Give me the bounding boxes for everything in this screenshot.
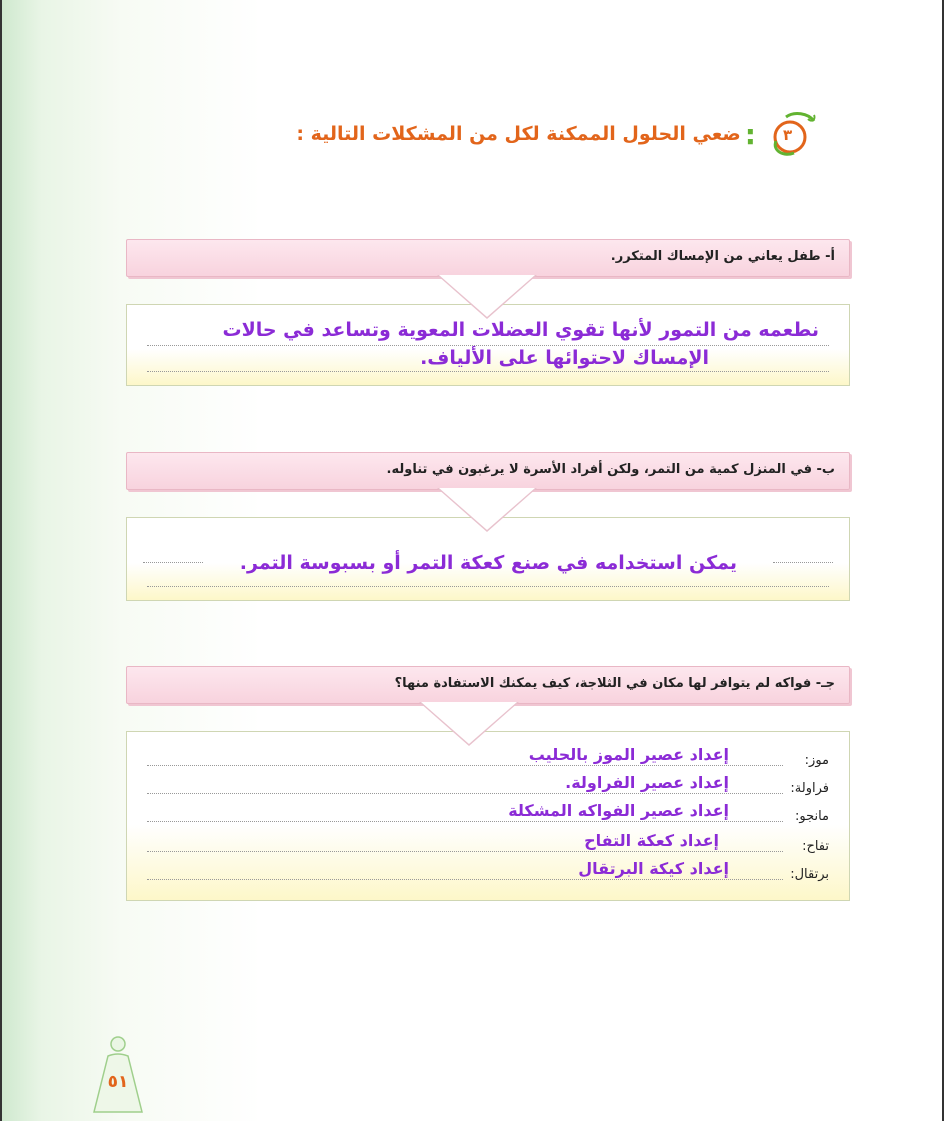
- fruit-label: مانجو:: [794, 809, 829, 824]
- fruit-answer[interactable]: إعداد عصير الفراولة.: [565, 773, 729, 792]
- question-title: [296, 108, 818, 160]
- fruit-label: فراولة:: [790, 781, 829, 796]
- problem-b-bar: [126, 452, 850, 490]
- question-number-badge: [764, 111, 818, 157]
- problem-a-question: أ- طفل يعاني من الإمساك المتكرر.: [610, 249, 835, 264]
- page-number: ٥١: [107, 1072, 129, 1092]
- answer-line: [147, 821, 783, 822]
- fruit-row-mango: [147, 800, 829, 826]
- answer-line: [147, 765, 783, 766]
- problem-a-answer-line2[interactable]: الإمساك لاحتوائها على الألياف.: [420, 347, 709, 369]
- answer-line: [143, 562, 203, 563]
- fruit-label: موز:: [804, 753, 829, 768]
- arrow-decoration: [421, 702, 517, 744]
- title-text: ضعي الحلول الممكنة لكل من المشكلات التالية :: [296, 123, 741, 145]
- problem-b-answer[interactable]: يمكن استخدامه في صنع كعكة التمر أو بسبوسة التمر.: [239, 552, 737, 574]
- problem-b-question: ب- في المنزل كمية من التمر، ولكن أفراد الأسرة لا يرغبون في تناوله.: [386, 462, 835, 477]
- fruit-row-apple: [147, 830, 829, 856]
- answer-line: [147, 371, 829, 372]
- fruit-row-strawberry: [147, 772, 829, 798]
- answer-line: [147, 345, 829, 346]
- fruit-answer[interactable]: إعداد عصير الفواكه المشكلة: [508, 801, 729, 820]
- answer-line: [773, 562, 833, 563]
- answer-line: [147, 879, 783, 880]
- page-number-figure: [90, 1034, 146, 1114]
- answer-line: [147, 793, 783, 794]
- fruit-label: برتقال:: [790, 867, 829, 882]
- problem-a-bar: [126, 239, 850, 277]
- problem-c-answer-box: [126, 731, 850, 901]
- answer-line: [147, 851, 783, 852]
- problem-c-question: جـ- فواكه لم يتوافر لها مكان في الثلاجة، كيف يمكنك الاستفادة منها؟: [394, 676, 835, 691]
- question-number: ٣: [783, 126, 793, 144]
- arrow-decoration: [439, 488, 535, 530]
- fruit-answer[interactable]: إعداد كعكة التفاح: [584, 831, 719, 850]
- problem-a-answer-line1[interactable]: نطعمه من التمور لأنها تقوي العضلات المعوية وتساعد في حالات: [222, 319, 819, 341]
- answer-line: [147, 586, 829, 587]
- fruit-row-orange: [147, 858, 829, 884]
- fruit-answer[interactable]: إعداد كيكة البرتقال: [578, 859, 729, 878]
- fruit-label: تفاح:: [802, 839, 829, 854]
- title-colon-mark: :: [744, 117, 756, 151]
- arrow-decoration: [439, 275, 535, 317]
- fruit-answer[interactable]: إعداد عصير الموز بالحليب: [528, 745, 729, 764]
- problem-c-bar: [126, 666, 850, 704]
- fruit-row-banana: [147, 744, 829, 770]
